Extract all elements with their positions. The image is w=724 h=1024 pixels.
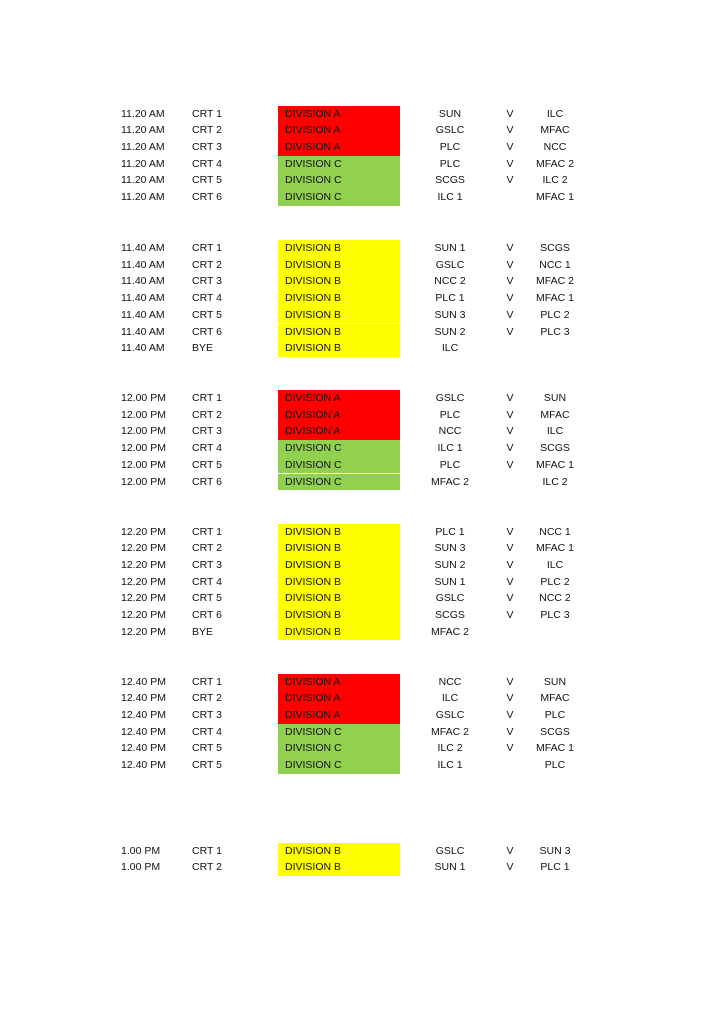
away-team: NCC 1: [539, 525, 571, 538]
division-label: DIVISION C: [278, 740, 400, 757]
versus-marker: V: [506, 861, 514, 874]
division-label: DIVISION B: [278, 324, 400, 341]
court: CRT 5: [192, 592, 222, 605]
court: CRT 6: [192, 191, 222, 203]
table-row: [0, 540, 724, 557]
table-row: [0, 574, 724, 591]
home-team: MFAC 2: [431, 475, 469, 488]
court: CRT 4: [192, 442, 222, 455]
versus-marker: [500, 474, 520, 491]
versus-marker: V: [506, 292, 514, 305]
division-label: DIVISION B: [278, 307, 400, 324]
home-team: NCC 2: [434, 275, 466, 288]
division-label: DIVISION B: [278, 859, 400, 876]
home-team: SUN 2: [434, 325, 466, 338]
table-row: [0, 290, 724, 307]
court: CRT 2: [192, 692, 222, 705]
table-row: [0, 557, 724, 574]
versus-marker: V: [506, 692, 514, 705]
table-row: [0, 189, 724, 206]
home-team: ILC 1: [437, 759, 463, 771]
table-row: [0, 423, 724, 440]
versus-marker: [500, 340, 520, 357]
home-team: SUN: [438, 107, 462, 120]
away-team: NCC 2: [539, 592, 571, 605]
home-team: MFAC 2: [431, 725, 469, 738]
away-team: ILC: [546, 425, 564, 438]
court: CRT 6: [192, 325, 222, 338]
match-time: 12.00 PM: [121, 458, 166, 471]
division-label: DIVISION B: [278, 524, 400, 541]
division-label: DIVISION C: [278, 440, 400, 457]
home-team: SUN 3: [434, 308, 466, 321]
away-team: NCC: [543, 140, 567, 153]
versus-marker: [500, 189, 520, 206]
court: CRT 4: [192, 292, 222, 305]
table-row: [0, 407, 724, 424]
match-time: 11.20 AM: [121, 140, 165, 153]
match-time: 12.00 PM: [121, 392, 166, 404]
court: CRT 6: [192, 475, 222, 488]
division-label: DIVISION B: [278, 273, 400, 290]
home-team: SUN 3: [434, 542, 466, 555]
division-label: DIVISION C: [278, 156, 400, 173]
away-team: MFAC 2: [536, 157, 574, 170]
versus-marker: V: [506, 325, 514, 338]
match-time: 11.20 AM: [121, 107, 165, 120]
home-team: ILC: [441, 692, 459, 705]
court: CRT 3: [192, 140, 222, 153]
court: BYE: [192, 342, 214, 355]
division-label: DIVISION B: [278, 257, 400, 274]
match-time: 12.20 PM: [121, 592, 166, 605]
division-label: DIVISION A: [278, 139, 400, 156]
division-label: DIVISION A: [278, 674, 400, 691]
match-time: 12.40 PM: [121, 759, 166, 771]
table-row: [0, 106, 724, 123]
away-team: PLC 2: [540, 308, 570, 321]
home-team: ILC 1: [437, 442, 463, 455]
division-label: DIVISION B: [278, 624, 400, 641]
away-team: NCC 1: [539, 258, 571, 271]
court: CRT 1: [192, 525, 222, 538]
division-label: DIVISION C: [278, 474, 400, 491]
home-team: SUN 1: [434, 575, 466, 588]
away-team: SUN 3: [539, 844, 571, 857]
versus-marker: V: [506, 442, 514, 455]
match-time: 12.40 PM: [121, 742, 166, 755]
court: BYE: [192, 625, 214, 638]
versus-marker: V: [506, 458, 514, 471]
division-label: DIVISION B: [278, 557, 400, 574]
versus-marker: V: [506, 425, 514, 438]
court: CRT 2: [192, 861, 222, 874]
home-team: GSLC: [435, 844, 465, 857]
versus-marker: V: [506, 157, 514, 170]
table-row: [0, 474, 724, 491]
away-team: SCGS: [540, 725, 570, 738]
home-team: GSLC: [435, 258, 465, 271]
match-time: 11.40 AM: [121, 325, 165, 338]
match-time: 12.40 PM: [121, 692, 166, 705]
court: CRT 3: [192, 425, 222, 438]
table-row: [0, 139, 724, 156]
versus-marker: V: [506, 525, 514, 538]
away-team: [520, 624, 590, 641]
match-time: 12.00 PM: [121, 408, 166, 421]
away-team: MFAC 2: [536, 275, 574, 288]
match-time: 11.20 AM: [121, 174, 165, 187]
away-team: MFAC 1: [536, 458, 574, 471]
court: CRT 5: [192, 759, 222, 771]
match-time: 11.40 AM: [121, 275, 165, 288]
home-team: SCGS: [435, 174, 465, 187]
table-row: [0, 674, 724, 691]
court: CRT 3: [192, 708, 222, 721]
away-team: ILC 2: [542, 475, 568, 488]
division-label: DIVISION C: [278, 724, 400, 741]
court: CRT 4: [192, 575, 222, 588]
match-time: 11.20 AM: [121, 157, 165, 170]
home-team: SUN 1: [434, 861, 466, 874]
away-team: PLC: [544, 708, 566, 721]
table-row: [0, 707, 724, 724]
versus-marker: V: [506, 609, 514, 621]
court: CRT 1: [192, 107, 222, 120]
home-team: PLC 1: [435, 292, 465, 305]
division-label: DIVISION B: [278, 590, 400, 607]
court: CRT 6: [192, 609, 222, 621]
match-time: 11.40 AM: [121, 292, 165, 305]
home-team: PLC: [439, 458, 461, 471]
home-team: NCC: [438, 675, 462, 688]
division-label: DIVISION B: [278, 340, 400, 357]
away-team: SUN: [543, 392, 567, 404]
court: CRT 5: [192, 308, 222, 321]
match-time: 12.40 PM: [121, 675, 166, 688]
court: CRT 2: [192, 258, 222, 271]
home-team: ILC: [441, 342, 459, 355]
home-team: PLC 1: [435, 525, 465, 538]
versus-marker: V: [506, 542, 514, 555]
match-time: 12.20 PM: [121, 558, 166, 571]
versus-marker: V: [506, 742, 514, 755]
home-team: GSLC: [435, 124, 465, 137]
court: CRT 2: [192, 408, 222, 421]
away-team: PLC 1: [540, 861, 570, 874]
home-team: ILC 2: [437, 742, 463, 755]
match-time: 11.20 AM: [121, 124, 165, 137]
home-team: PLC: [439, 408, 461, 421]
table-row: [0, 340, 724, 357]
match-time: 12.40 PM: [121, 725, 166, 738]
table-row: [0, 757, 724, 774]
away-team: MFAC: [540, 408, 570, 421]
match-time: 11.40 AM: [121, 242, 165, 254]
court: CRT 5: [192, 742, 222, 755]
home-team: PLC: [439, 157, 461, 170]
home-team: GSLC: [435, 708, 465, 721]
home-team: SCGS: [435, 609, 465, 621]
court: CRT 3: [192, 275, 222, 288]
versus-marker: V: [506, 558, 514, 571]
division-label: DIVISION A: [278, 390, 400, 407]
away-team: ILC: [546, 558, 564, 571]
division-label: DIVISION A: [278, 707, 400, 724]
versus-marker: V: [506, 708, 514, 721]
match-time: 12.20 PM: [121, 525, 166, 538]
court: CRT 1: [192, 844, 222, 857]
division-label: DIVISION C: [278, 757, 400, 774]
versus-marker: [500, 624, 520, 641]
away-team: PLC: [544, 759, 566, 771]
court: CRT 3: [192, 558, 222, 571]
court: CRT 2: [192, 542, 222, 555]
table-row: [0, 172, 724, 189]
court: CRT 1: [192, 392, 222, 404]
away-team: ILC 2: [542, 174, 568, 187]
versus-marker: V: [506, 408, 514, 421]
division-label: DIVISION C: [278, 172, 400, 189]
division-label: DIVISION B: [278, 540, 400, 557]
division-label: DIVISION A: [278, 690, 400, 707]
versus-marker: V: [506, 844, 514, 857]
versus-marker: V: [506, 174, 514, 187]
versus-marker: V: [506, 107, 514, 120]
table-row: [0, 257, 724, 274]
division-label: DIVISION B: [278, 240, 400, 257]
table-row: [0, 440, 724, 457]
match-time: 11.40 AM: [121, 342, 165, 355]
division-label: DIVISION C: [278, 457, 400, 474]
table-row: [0, 607, 724, 624]
table-row: [0, 524, 724, 541]
away-team: PLC 3: [540, 325, 570, 338]
table-row: [0, 240, 724, 257]
division-label: DIVISION B: [278, 574, 400, 591]
versus-marker: V: [506, 275, 514, 288]
division-label: DIVISION B: [278, 290, 400, 307]
division-label: DIVISION B: [278, 607, 400, 624]
court: CRT 1: [192, 242, 222, 254]
match-time: 12.00 PM: [121, 442, 166, 455]
versus-marker: V: [506, 258, 514, 271]
table-row: [0, 457, 724, 474]
court: CRT 4: [192, 725, 222, 738]
away-team: MFAC 1: [536, 191, 574, 203]
home-team: PLC: [439, 140, 461, 153]
away-team: MFAC 1: [536, 742, 574, 755]
table-row: [0, 273, 724, 290]
versus-marker: V: [506, 308, 514, 321]
away-team: PLC 2: [540, 575, 570, 588]
versus-marker: V: [506, 242, 514, 254]
division-label: DIVISION C: [278, 189, 400, 206]
home-team: GSLC: [435, 592, 465, 605]
match-time: 12.20 PM: [121, 609, 166, 621]
away-team: SCGS: [540, 442, 570, 455]
table-row: [0, 724, 724, 741]
match-time: 11.40 AM: [121, 308, 165, 321]
away-team: ILC: [546, 107, 564, 120]
match-time: 12.20 PM: [121, 625, 166, 638]
away-team: MFAC 1: [536, 292, 574, 305]
table-row: [0, 122, 724, 139]
court: CRT 1: [192, 675, 222, 688]
match-time: 12.40 PM: [121, 708, 166, 721]
table-row: [0, 590, 724, 607]
match-time: 12.20 PM: [121, 542, 166, 555]
table-row: [0, 740, 724, 757]
away-team: MFAC: [540, 124, 570, 137]
versus-marker: [500, 757, 520, 774]
versus-marker: V: [506, 140, 514, 153]
versus-marker: V: [506, 392, 514, 404]
division-label: DIVISION A: [278, 106, 400, 123]
table-row: [0, 690, 724, 707]
away-team: PLC 3: [540, 609, 570, 621]
table-row: [0, 307, 724, 324]
division-label: DIVISION A: [278, 407, 400, 424]
table-row: [0, 324, 724, 341]
match-time: 1.00 PM: [121, 844, 161, 857]
division-label: DIVISION B: [278, 843, 400, 860]
away-team: [520, 340, 590, 357]
court: CRT 5: [192, 458, 222, 471]
table-row: [0, 390, 724, 407]
court: CRT 4: [192, 157, 222, 170]
versus-marker: V: [506, 124, 514, 137]
home-team: SUN 2: [434, 558, 466, 571]
away-team: SCGS: [540, 242, 570, 254]
match-time: 11.40 AM: [121, 258, 165, 271]
table-row: [0, 843, 724, 860]
match-time: 11.20 AM: [121, 191, 165, 203]
match-time: 1.00 PM: [121, 861, 161, 874]
home-team: GSLC: [435, 392, 465, 404]
home-team: SUN 1: [434, 242, 466, 254]
table-row: [0, 156, 724, 173]
home-team: ILC 1: [437, 191, 463, 203]
home-team: NCC: [438, 425, 462, 438]
versus-marker: V: [506, 675, 514, 688]
versus-marker: V: [506, 592, 514, 605]
match-time: 12.20 PM: [121, 575, 166, 588]
match-time: 12.00 PM: [121, 475, 166, 488]
versus-marker: V: [506, 575, 514, 588]
match-time: 12.00 PM: [121, 425, 166, 438]
table-row: [0, 859, 724, 876]
court: CRT 5: [192, 174, 222, 187]
court: CRT 2: [192, 124, 222, 137]
away-team: MFAC 1: [536, 542, 574, 555]
away-team: SUN: [543, 675, 567, 688]
division-label: DIVISION A: [278, 122, 400, 139]
division-label: DIVISION A: [278, 423, 400, 440]
table-row: [0, 624, 724, 641]
home-team: MFAC 2: [431, 625, 469, 638]
away-team: MFAC: [540, 692, 570, 705]
versus-marker: V: [506, 725, 514, 738]
